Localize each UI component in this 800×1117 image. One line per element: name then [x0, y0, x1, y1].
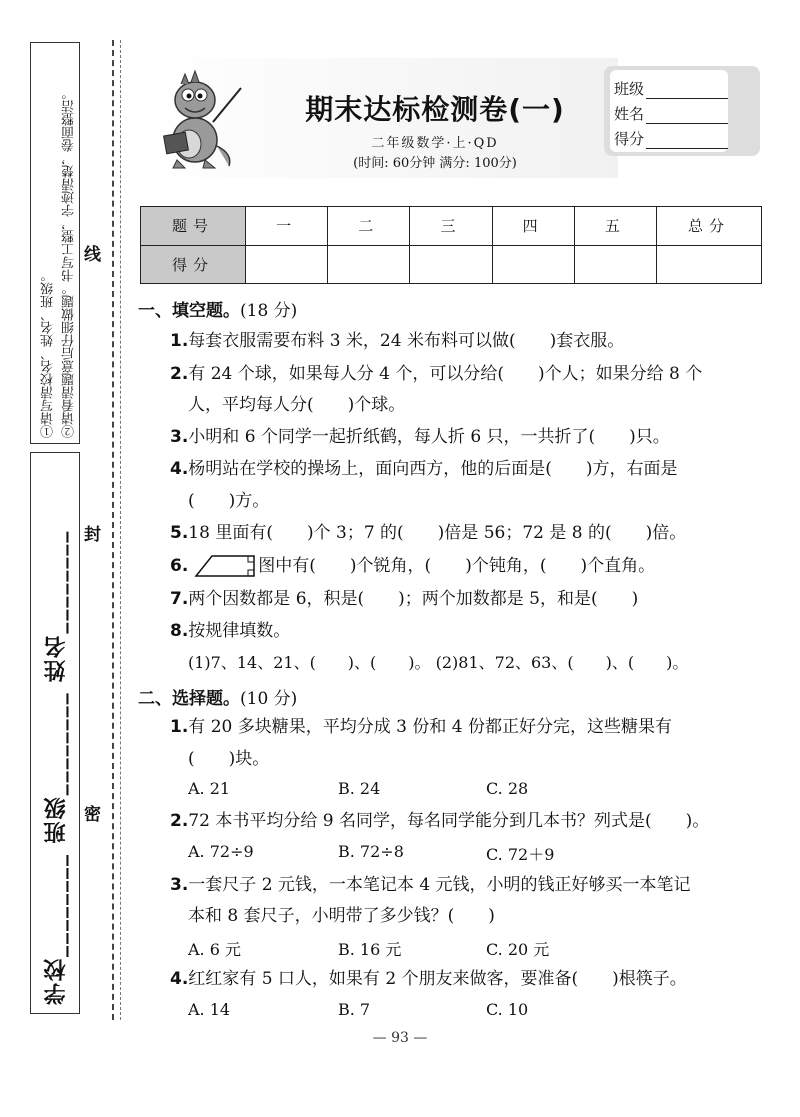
page-title: 期末达标检测卷(一): [305, 93, 565, 126]
section-title: 一、填空题。: [138, 301, 240, 321]
column-header: 一: [246, 207, 328, 246]
option-c[interactable]: C. 20 元: [486, 940, 550, 959]
option-c[interactable]: C. 72＋9: [486, 845, 555, 864]
question-text: 图中有( )个锐角，( )个钝角，( )个直角。: [258, 556, 656, 576]
question-number: 2.: [170, 364, 189, 384]
option-a[interactable]: A. 72÷9: [188, 842, 254, 861]
seal-feng-label: 封: [84, 525, 101, 545]
question-number: 2.: [170, 811, 189, 831]
section-points: (18 分): [240, 301, 298, 321]
option-a[interactable]: A. 21: [188, 779, 231, 798]
question-1-4: [170, 458, 678, 480]
question-text: 每套衣服需要布料 3 米，24 米布料可以做( )套衣服。: [188, 331, 625, 351]
question-number: 3.: [170, 427, 189, 447]
question-2-3: [170, 874, 691, 896]
question-1-4-cont: ( )方。: [188, 491, 270, 511]
question-2-2: [170, 810, 709, 832]
seal-line-label: 线: [84, 245, 101, 265]
score-cell[interactable]: [246, 245, 328, 284]
score-cell[interactable]: [657, 245, 762, 284]
cut-line-inner: [120, 40, 121, 1020]
section-points: (10 分): [240, 689, 298, 709]
option-a[interactable]: A. 14: [188, 1000, 231, 1019]
question-text: 有 24 个球，如果每人分 4 个，可以分给( )个人；如果分给 8 个: [188, 364, 703, 384]
score-table: [140, 206, 762, 284]
question-text: 一套尺子 2 元钱，一本笔记本 4 元钱，小明的钱正好够买一本笔记: [188, 875, 691, 895]
score-field[interactable]: [614, 128, 728, 149]
question-number: 8.: [170, 621, 189, 641]
question-1-6: [170, 554, 655, 578]
section-title: 二、选择题。: [138, 689, 240, 709]
seal-mi-label: 密: [84, 805, 101, 825]
column-header: 四: [492, 207, 574, 246]
column-header: 总分: [657, 207, 762, 246]
column-header: 三: [410, 207, 492, 246]
question-2-3-cont: 本和 8 套尺子，小明带了多少钱？( ): [188, 906, 495, 926]
question-number: 5.: [170, 523, 189, 543]
question-number: 4.: [170, 969, 189, 989]
notice-line-1: ①请写清校名、姓名、班级。: [41, 269, 56, 438]
score-label: 得分: [614, 130, 645, 148]
option-c[interactable]: C. 28: [486, 779, 529, 798]
question-text: 18 里面有( )个 3；7 的( )倍是 56；72 是 8 的( )倍。: [188, 523, 687, 543]
question-1-5: [170, 522, 686, 544]
question-1-8: [170, 620, 290, 642]
question-number: 1.: [170, 331, 189, 351]
score-table-score-row: [141, 245, 762, 284]
question-1-7: [170, 588, 638, 610]
question-text: 红红家有 5 口人，如果有 2 个朋友来做客，要准备( )根筷子。: [188, 969, 687, 989]
score-cell[interactable]: [410, 245, 492, 284]
name-field[interactable]: [614, 103, 728, 124]
notice-line-2: ②请看清题意后仔细做题。书写工整，字迹清楚，卷面整洁。: [62, 87, 77, 438]
score-cell[interactable]: [328, 245, 410, 284]
page-subtitle: 二年级数学·上·QD: [371, 136, 499, 151]
question-text: 杨明站在学校的操场上，面向西方，他的后面是( )方，右面是: [188, 459, 678, 479]
question-2-1-cont: ( )块。: [188, 749, 270, 769]
student-info-fields: 学校________ 班级________ 姓名________: [43, 529, 69, 1005]
question-text: 按规律填数。: [188, 621, 291, 641]
option-b[interactable]: B. 72÷8: [338, 842, 404, 861]
question-number: 4.: [170, 459, 189, 479]
question-number: 3.: [170, 875, 189, 895]
question-number: 6.: [170, 556, 189, 576]
question-1-2: [170, 363, 702, 385]
score-cell[interactable]: [492, 245, 574, 284]
notice-text: [38, 48, 80, 438]
cut-line: [112, 40, 114, 1020]
class-label: 班级: [614, 80, 645, 98]
option-b[interactable]: B. 24: [338, 779, 381, 798]
option-b[interactable]: B. 16 元: [338, 940, 402, 959]
section-2-heading: [138, 684, 297, 709]
option-a[interactable]: A. 6 元: [188, 940, 241, 959]
question-1-8-sequences: (1)7、14、21、( )、( )。 (2)81、72、63、( )、( )。: [188, 653, 689, 672]
question-number: 1.: [170, 717, 189, 737]
question-text: 72 本书平均分给 9 名同学，每名同学能分到几本书？列式是( )。: [188, 811, 710, 831]
page-number: — 93 —: [372, 1030, 428, 1046]
question-2-4: [170, 968, 687, 990]
score-table-header-row: [141, 207, 762, 246]
class-field[interactable]: [614, 78, 728, 99]
question-text: 两个因数都是 6，积是( )；两个加数都是 5，和是( ): [188, 589, 639, 609]
column-header: 二: [328, 207, 410, 246]
question-1-3: [170, 426, 670, 448]
question-number: 7.: [170, 589, 189, 609]
section-1-heading: [138, 296, 297, 321]
question-1-1: [170, 330, 624, 352]
time-score-info: (时间: 60分钟 满分: 100分): [353, 156, 517, 171]
option-b[interactable]: B. 7: [338, 1000, 371, 1019]
dinosaur-mascot-icon: [155, 62, 245, 170]
score-cell[interactable]: [574, 245, 656, 284]
table-header-cell: 题号: [141, 207, 246, 246]
question-1-2-cont: 人，平均每人分( )个球。: [188, 395, 406, 415]
question-text: 小明和 6 个同学一起折纸鹤，每人折 6 只，一共折了( )只。: [188, 427, 670, 447]
question-text: 有 20 多块糖果，平均分成 3 份和 4 份都正好分完，这些糖果有: [188, 717, 672, 737]
name-label: 姓名: [614, 105, 645, 123]
trapezoid-figure-icon: [194, 554, 256, 578]
column-header: 五: [574, 207, 656, 246]
question-2-1: [170, 716, 672, 738]
option-c[interactable]: C. 10: [486, 1000, 529, 1019]
table-header-cell: 得分: [141, 245, 246, 284]
